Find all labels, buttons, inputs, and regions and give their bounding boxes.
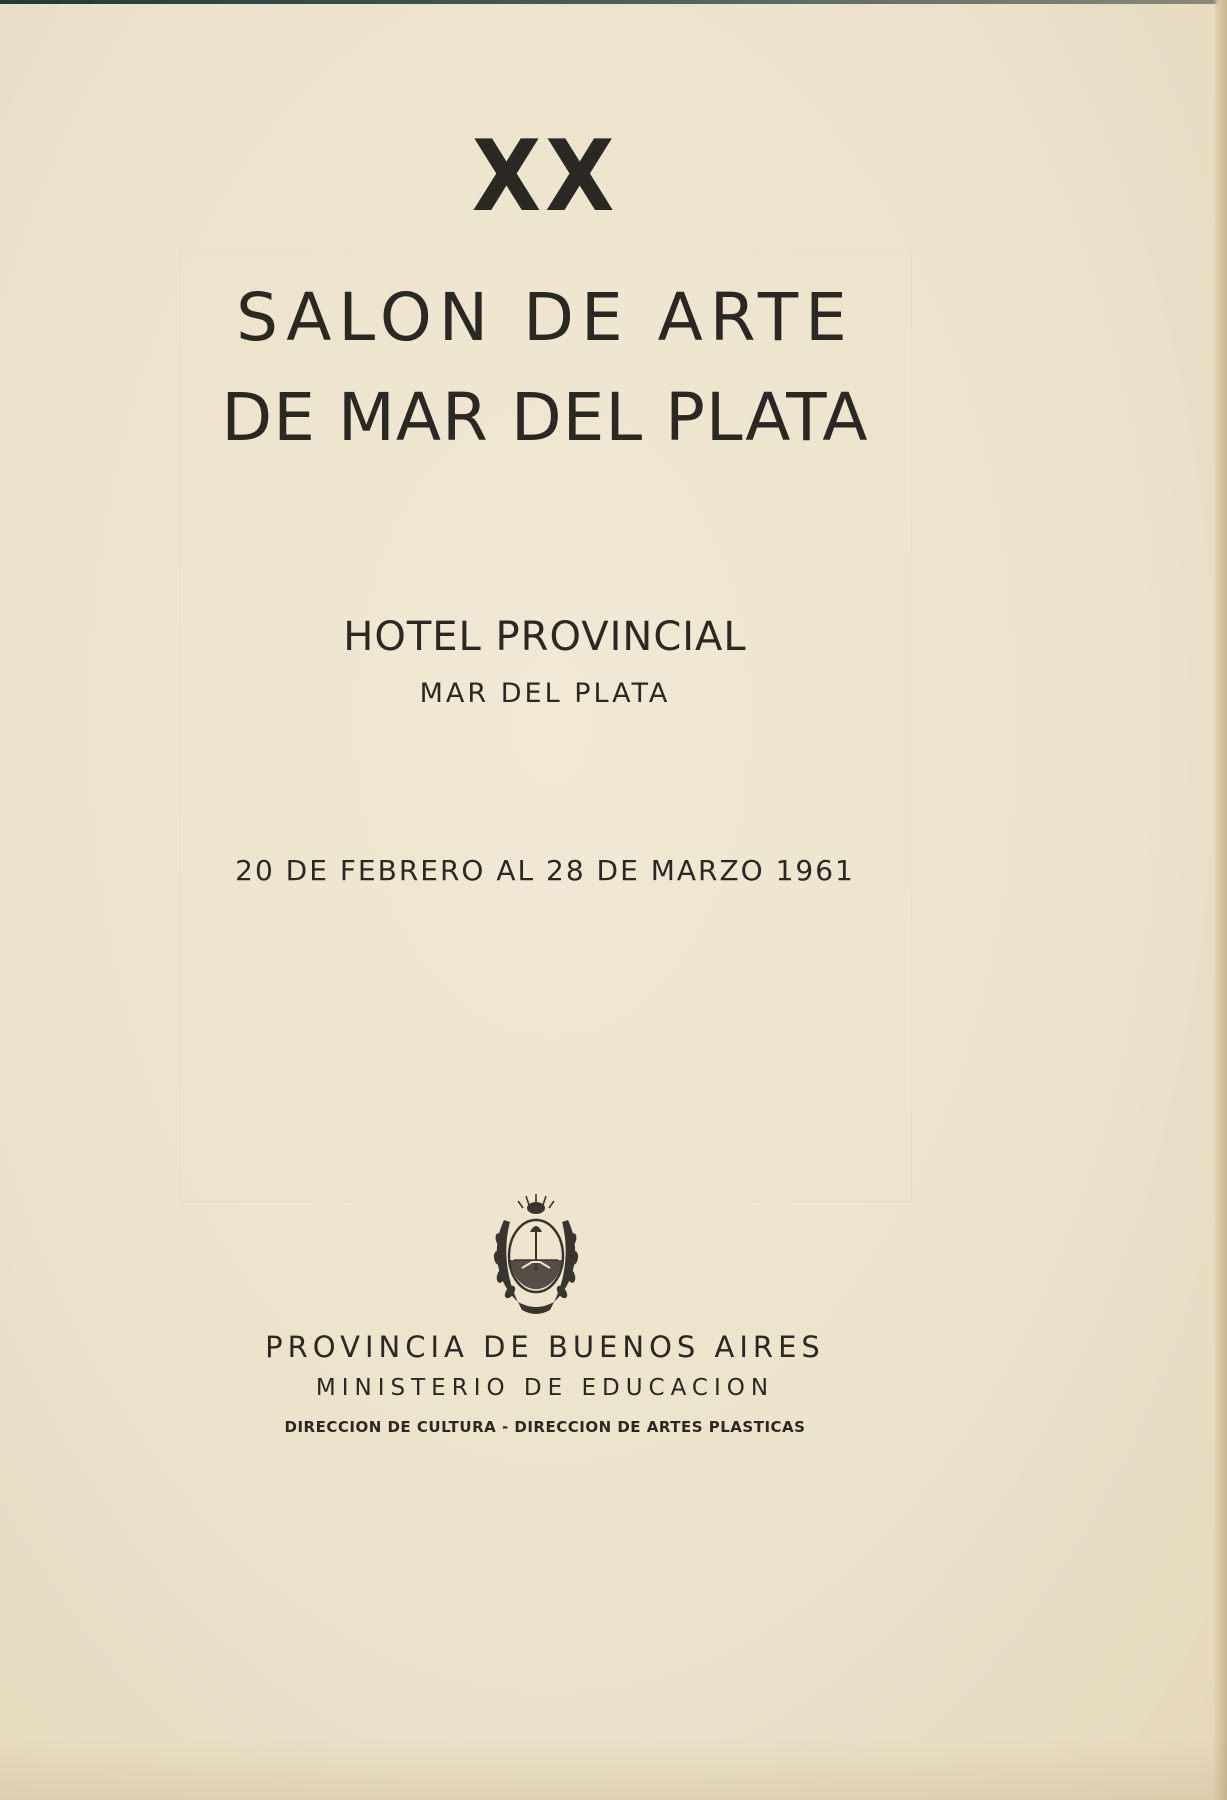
page-top-edge — [0, 0, 1227, 4]
coat-of-arms-icon — [488, 1190, 584, 1320]
title-line-2: DE MAR DEL PLATA — [221, 379, 869, 456]
page-bottom-shade — [0, 1740, 1227, 1800]
province-name: PROVINCIA DE BUENOS AIRES — [265, 1330, 825, 1364]
title-line-1: SALON DE ARTE — [236, 279, 854, 356]
venue-name: HOTEL PROVINCIAL — [343, 614, 747, 660]
directorates-line: DIRECCION DE CULTURA - DIRECCION DE ARTES PLASTICAS — [284, 1418, 806, 1436]
exhibition-dates: 20 DE FEBRERO AL 28 DE MARZO 1961 — [235, 854, 855, 887]
venue-city: MAR DEL PLATA — [419, 678, 671, 709]
edition-number: XX — [471, 120, 619, 234]
page-right-edge — [1213, 0, 1227, 1800]
ministry-name: MINISTERIO DE EDUCACION — [315, 1375, 775, 1401]
